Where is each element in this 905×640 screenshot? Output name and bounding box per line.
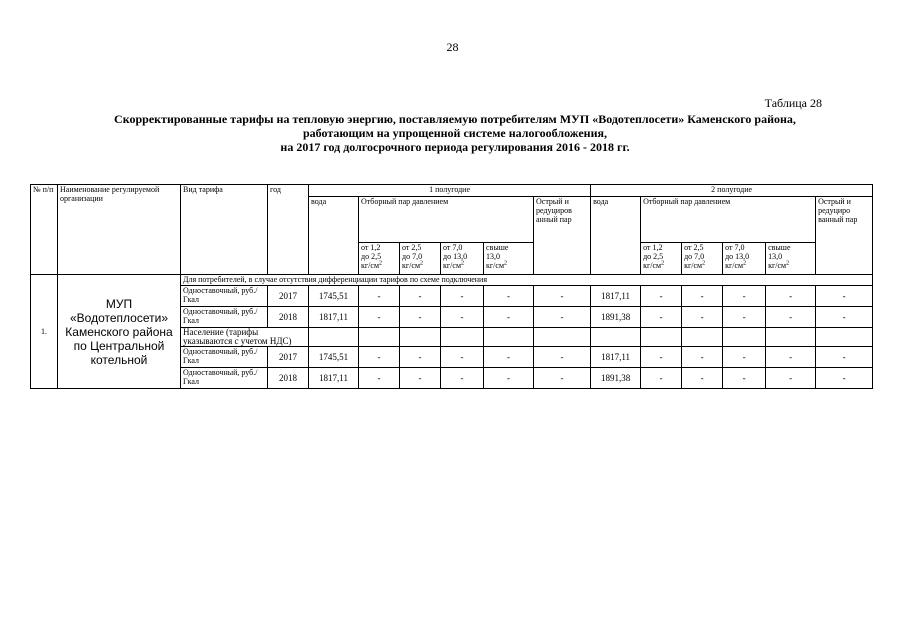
tariff-type: Одноставочный, руб./Гкал	[181, 307, 268, 328]
h2-water-value: 1817,11	[591, 347, 641, 368]
dash-cell: -	[534, 368, 591, 389]
table-title	[60, 112, 850, 154]
empty-cell	[400, 328, 441, 347]
empty-cell	[441, 328, 484, 347]
header-org: Наименование регулируемой организации	[58, 185, 181, 275]
dash-cell: -	[723, 286, 766, 307]
dash-cell: -	[816, 368, 873, 389]
empty-cell	[682, 328, 723, 347]
pressure-range-4-h2: свыше 13,0 $кг/см^2$	[766, 243, 816, 275]
header-water-h1: вода	[309, 197, 359, 275]
title-line-1: Скорректированные тарифы на тепловую энергию, поставляемую потребителям МУП «Водотеплосети» Каменского района,	[114, 112, 796, 126]
page-number: 28	[446, 40, 459, 54]
organization-name: МУП «Водотеплосети» Каменского района по Центральной котельной	[58, 275, 181, 389]
empty-cell	[766, 328, 816, 347]
section-population: Население (тарифы указываются с учетом НДС)	[181, 328, 309, 347]
pressure-range-3-h2: от 7,0 до 13,0 $кг/см^2$	[723, 243, 766, 275]
header-no: № п/п	[31, 185, 58, 275]
dash-cell: -	[534, 286, 591, 307]
pressure-range-2-h2: от 2,5 до 7,0 $кг/см^2$	[682, 243, 723, 275]
h1-water-value: 1745,51	[309, 286, 359, 307]
section-consumers: Для потребителей, в случае отсутствия дифференциации тарифов по схеме подключения	[181, 275, 873, 286]
dash-cell: -	[359, 286, 400, 307]
dash-cell: -	[766, 368, 816, 389]
table-label: Таблица 28	[764, 96, 822, 110]
row-number: 1.	[31, 275, 58, 389]
dash-cell: -	[534, 307, 591, 328]
header-half-1: 1 полугодие	[309, 185, 591, 197]
dash-cell: -	[816, 347, 873, 368]
empty-cell	[723, 328, 766, 347]
header-sharp-steam-h2: Острый и редуциро ванный пар	[816, 197, 873, 275]
dash-cell: -	[723, 368, 766, 389]
dash-cell: -	[359, 368, 400, 389]
tariff-year: 2018	[268, 307, 309, 328]
dash-cell: -	[400, 368, 441, 389]
dash-cell: -	[484, 347, 534, 368]
tariff-table	[30, 184, 873, 389]
title-line-2: работающим на упрощенной системе налогообложения,	[302, 126, 607, 140]
header-half-2: 2 полугодие	[591, 185, 873, 197]
empty-cell	[309, 328, 359, 347]
empty-cell	[641, 328, 682, 347]
dash-cell: -	[641, 286, 682, 307]
dash-cell: -	[400, 307, 441, 328]
tariff-year: 2017	[268, 347, 309, 368]
empty-cell	[816, 328, 873, 347]
dash-cell: -	[682, 347, 723, 368]
dash-cell: -	[484, 307, 534, 328]
dash-cell: -	[534, 347, 591, 368]
dash-cell: -	[766, 307, 816, 328]
dash-cell: -	[723, 347, 766, 368]
tariff-type: Одноставочный, руб./Гкал	[181, 347, 268, 368]
dash-cell: -	[682, 286, 723, 307]
pressure-range-3-h1: от 7,0 до 13,0 $кг/см^2$	[441, 243, 484, 275]
dash-cell: -	[359, 307, 400, 328]
tariff-year: 2018	[268, 368, 309, 389]
dash-cell: -	[816, 307, 873, 328]
dash-cell: -	[400, 286, 441, 307]
dash-cell: -	[766, 347, 816, 368]
dash-cell: -	[441, 368, 484, 389]
dash-cell: -	[484, 368, 534, 389]
pressure-range-1-h1: от 1,2 до 2,5 $кг/см^2$	[359, 243, 400, 275]
dash-cell: -	[359, 347, 400, 368]
title-line-3: на 2017 год долгосрочного периода регулирования 2016 - 2018 гг.	[280, 140, 630, 154]
dash-cell: -	[816, 286, 873, 307]
empty-cell	[534, 328, 591, 347]
pressure-range-4-h1: свыше 13,0 $кг/см^2$	[484, 243, 534, 275]
header-tariff-type: Вид тарифа	[181, 185, 268, 275]
dash-cell: -	[766, 286, 816, 307]
dash-cell: -	[723, 307, 766, 328]
dash-cell: -	[441, 286, 484, 307]
dash-cell: -	[682, 307, 723, 328]
pressure-range-2-h1: от 2,5 до 7,0 $кг/см^2$	[400, 243, 441, 275]
empty-cell	[484, 328, 534, 347]
dash-cell: -	[682, 368, 723, 389]
empty-cell	[359, 328, 400, 347]
header-year: год	[268, 185, 309, 275]
h2-water-value: 1891,38	[591, 368, 641, 389]
dash-cell: -	[641, 307, 682, 328]
header-water-h2: вода	[591, 197, 641, 275]
dash-cell: -	[641, 347, 682, 368]
header-selected-steam-h2: Отборный пар давлением	[641, 197, 816, 243]
dash-cell: -	[441, 307, 484, 328]
dash-cell: -	[641, 368, 682, 389]
dash-cell: -	[484, 286, 534, 307]
tariff-type: Одноставочный, руб./Гкал	[181, 368, 268, 389]
h1-water-value: 1817,11	[309, 368, 359, 389]
pressure-range-1-h2: от 1,2 до 2,5 $кг/см^2$	[641, 243, 682, 275]
h1-water-value: 1817,11	[309, 307, 359, 328]
tariff-type: Одноставочный, руб./Гкал	[181, 286, 268, 307]
h2-water-value: 1891,38	[591, 307, 641, 328]
tariff-year: 2017	[268, 286, 309, 307]
h2-water-value: 1817,11	[591, 286, 641, 307]
dash-cell: -	[441, 347, 484, 368]
dash-cell: -	[400, 347, 441, 368]
header-selected-steam-h1: Отборный пар давлением	[359, 197, 534, 243]
h1-water-value: 1745,51	[309, 347, 359, 368]
header-sharp-steam-h1: Острый и редуциров анный пар	[534, 197, 591, 275]
empty-cell	[591, 328, 641, 347]
